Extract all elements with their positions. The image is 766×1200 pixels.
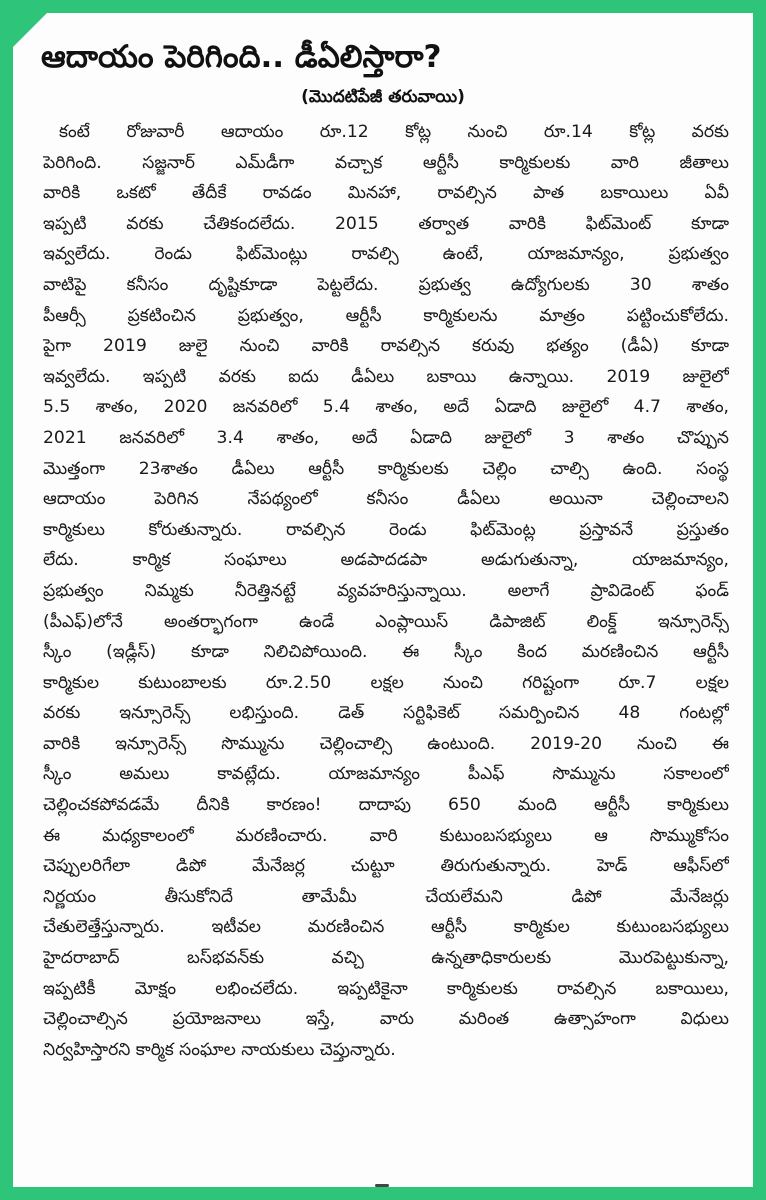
article-line: కార్మికులు కోరుతున్నారు. రావల్సిన రెండు ఫిట్‌మెంట్ల ప్రస్తావనే ప్రస్తుతం bbox=[43, 519, 729, 540]
article-line: చేతులెత్తేస్తున్నారు. ఇటీవల మరణించిన ఆర్టీసీ కార్మికుల కుటుంబసభ్యులు bbox=[43, 917, 729, 938]
article-line: హైదరాబాద్ బస్‌భవన్‌కు వచ్చి ఉన్నతాధికారులకు మొరపెట్టుకున్నా, bbox=[43, 948, 729, 969]
article-line: వారికి ఒకటో తేదీకే రావడం మినహా, రావల్సిన పాత బకాయిలు ఏవీ bbox=[43, 183, 729, 204]
article-line: పీఆర్సీ ప్రకటించిన ప్రభుత్వం, ఆర్టీసీ కార్మికులను మాత్రం పట్టించుకోలేదు. bbox=[43, 305, 729, 326]
article-line: లేదు. కార్మిక సంఘాలు అడపాదడపా అడుగుతున్నా, యాజమాన్యం, bbox=[43, 550, 729, 571]
article-line: ఈ మధ్యకాలంలో మరణించారు. వారి కుటుంబసభ్యులు ఆ సొమ్ముకోసం bbox=[43, 825, 729, 846]
article-line: ఇప్పటికీ మోక్షం లభించలేదు. ఇప్పటికైనా కార్మికులకు రావల్సిన బకాయిలు, bbox=[43, 978, 729, 999]
article-line: వాటిపై కనీసం దృష్టికూడా పెట్టలేదు. ప్రభుత్వ ఉద్యోగులకు 30 శాతం bbox=[43, 274, 729, 295]
article-line: పైగా 2019 జులై నుంచి వారికి రావల్సిన కరువు భత్యం (డీఏ) కూడా bbox=[43, 336, 729, 357]
article-line: ఇవ్వలేదు. ఇప్పటి వరకు ఐదు డీఏలు బకాయి ఉన్నాయి. 2019 జులైలో bbox=[43, 366, 729, 387]
article-line: వరకు ఇన్సూరెన్స్ లభిస్తుంది. డెత్ సర్టిఫికెట్ సమర్పించిన 48 గంటల్లో bbox=[43, 703, 729, 724]
headline: ఆదాయం పెరిగింది.. డీఏలిస్తారా? bbox=[41, 39, 442, 75]
article-line: మొత్తంగా 23శాతం డీఏలు ఆర్టీసీ కార్మికులకు చెల్లిం చాల్సి ఉంది. సంస్థ bbox=[43, 458, 729, 479]
article-line: కంటే రోజువారీ ఆదాయం రూ.12 కోట్ల నుంచి రూ.14 కోట్ల వరకు bbox=[59, 122, 729, 142]
article-line: స్కీం అమలు కావట్లేదు. యాజమాన్యం పీఎఫ్ సొమ్మును సకాలంలో bbox=[43, 764, 729, 785]
article-line: చెల్లించకపోవడమే దీనికి కారణం! దాదాపు 650 మంది ఆర్టీసీ కార్మికులు bbox=[43, 795, 729, 816]
article-line: స్కీం (ఇడ్లీస్) కూడా నిలిచిపోయింది. ఈ స్కీం కింద మరణించిన ఆర్టీసీ bbox=[43, 642, 729, 663]
article-line: నిర్ణయం తీసుకోనిదే తామేమీ చేయలేమని డిపో మేనేజర్లు bbox=[43, 886, 729, 907]
article-line: కార్మికుల కుటుంబాలకు రూ.2.50 లక్షల నుంచి గరిష్టంగా రూ.7 లక్షల bbox=[43, 672, 729, 693]
continuation-note: (మొదటిపేజీ తరువాయి) bbox=[301, 87, 465, 107]
article-body bbox=[43, 117, 729, 1065]
newspaper-clipping bbox=[13, 13, 753, 1187]
article-line: ఇప్పటి వరకు చేతికందలేదు. 2015 తర్వాత వారికి ఫిట్‌మెంట్ కూడా bbox=[43, 213, 729, 234]
article-line: చెల్లించాల్సిన ప్రయోజనాలు ఇస్తే, వారు మరింత ఉత్సాహంగా విధులు bbox=[43, 1009, 729, 1030]
article-line: 2021 జనవరిలో 3.4 శాతం, అదే ఏడాది జులైలో 3 శాతం చొప్పున bbox=[43, 427, 729, 448]
article-line: 5.5 శాతం, 2020 జనవరిలో 5.4 శాతం, అదే ఏడాది జులైలో 4.7 శాతం, bbox=[43, 397, 729, 418]
article-line: ప్రభుత్వం నిమ్మకు నీరెత్తినట్టే వ్యవహరిస్తున్నాయి. అలాగే ప్రావిడెంట్ ఫండ్ bbox=[43, 580, 729, 601]
article-line: ఇవ్వలేదు. రెండు ఫిట్‌మెంట్లు రావల్సి ఉంటే, యాజమాన్యం, ప్రభుత్వం bbox=[43, 244, 729, 265]
article-line: ఆదాయం పెరిగిన నేపథ్యంలో కనీసం డీఏలు అయినా చెల్లించాలని bbox=[43, 489, 729, 510]
article-line: పెరిగింది. సజ్జనార్ ఎమ్‌డీగా వచ్చాక ఆర్టీసీ కార్మికులకు వారి జీతాలు bbox=[43, 152, 729, 173]
article-line: చెప్పులరిగేలా డిపో మేనేజర్ల చుట్టూ తిరుగుతున్నారు. హెడ్ ఆఫీస్‌లో bbox=[43, 856, 729, 877]
article-line: (పీఎఫ్)లోనే అంతర్భాగంగా ఉండే ఎంప్లాయిస్ డిపాజిట్ లింక్డ్ ఇన్సూరెన్స్ bbox=[43, 611, 729, 632]
article-line: వారికి ఇన్సూరెన్స్ సొమ్మును చెల్లించాల్సి ఉంటుంది. 2019-20 నుంచి ఈ bbox=[43, 733, 729, 754]
page-edge-mark bbox=[375, 1184, 389, 1187]
article-line: నిర్వహిస్తారని కార్మిక సంఘాల నాయకులు చెప్తున్నారు. bbox=[43, 1039, 396, 1060]
